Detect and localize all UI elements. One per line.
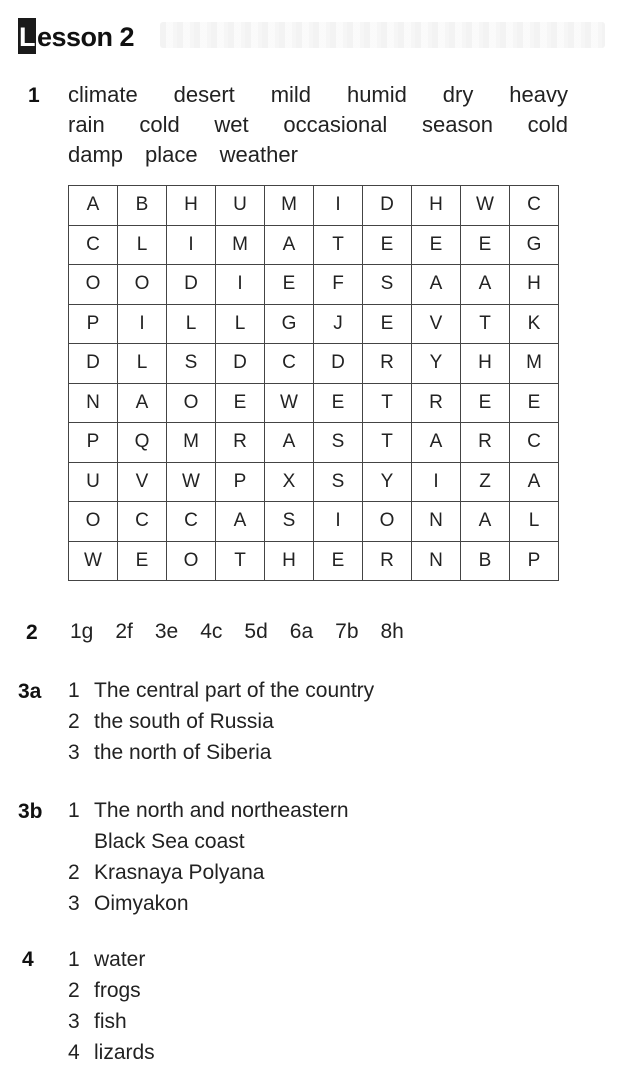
grid-row (69, 265, 559, 305)
grid-cell: L (118, 225, 167, 265)
list-item (68, 675, 374, 706)
grid-row (69, 344, 559, 384)
grid-cell: J (314, 304, 363, 344)
word: damp (68, 142, 124, 167)
grid-cell: N (69, 383, 118, 423)
grid-cell: A (118, 383, 167, 423)
grid-cell: T (314, 225, 363, 265)
grid-row (69, 462, 559, 502)
list-item (68, 975, 155, 1006)
grid-cell: E (314, 383, 363, 423)
grid-cell: N (412, 502, 461, 542)
task3a-list (68, 675, 374, 768)
grid-cell: F (314, 265, 363, 305)
grid-cell: I (118, 304, 167, 344)
item-text: Black Sea coast (94, 830, 245, 853)
list-item (68, 857, 349, 888)
word: rain (68, 112, 105, 137)
grid-cell: O (363, 502, 412, 542)
answer: 5d (244, 620, 268, 643)
grid-cell: U (216, 186, 265, 226)
item-text: water (94, 948, 146, 971)
grid-cell: P (69, 423, 118, 463)
list-item (68, 1006, 155, 1037)
grid-cell: O (69, 265, 118, 305)
lesson-title-initial: L (18, 18, 36, 54)
word: season (422, 112, 493, 137)
grid-cell: C (167, 502, 216, 542)
grid-cell: S (167, 344, 216, 384)
grid-cell: O (167, 541, 216, 581)
grid-cell: R (461, 423, 510, 463)
grid-row (69, 383, 559, 423)
item-text: The central part of the country (94, 679, 375, 702)
item-text: the south of Russia (94, 710, 274, 733)
grid-cell: I (314, 186, 363, 226)
grid-cell: R (412, 383, 461, 423)
item-number: 1 (68, 799, 80, 822)
grid-cell: H (510, 265, 559, 305)
grid-row (69, 225, 559, 265)
lesson-title (18, 18, 134, 56)
item-text: fish (94, 1010, 127, 1033)
grid-cell: C (510, 186, 559, 226)
grid-cell: H (412, 186, 461, 226)
list-item (68, 795, 349, 826)
grid-cell: L (510, 502, 559, 542)
grid-cell: A (461, 502, 510, 542)
grid-cell: W (265, 383, 314, 423)
task3b-number: 3b (18, 800, 43, 823)
grid-cell: O (69, 502, 118, 542)
item-text: lizards (94, 1041, 155, 1064)
item-number: 2 (68, 710, 80, 733)
grid-cell: W (167, 462, 216, 502)
item-number: 2 (68, 979, 80, 1002)
grid-cell: B (461, 541, 510, 581)
grid-cell: H (461, 344, 510, 384)
grid-cell: A (412, 265, 461, 305)
answer: 4c (200, 620, 223, 643)
item-number: 4 (68, 1041, 80, 1064)
lesson-title-text: esson 2 (37, 22, 135, 52)
grid-cell: A (461, 265, 510, 305)
list-item (68, 706, 374, 737)
grid-cell: D (363, 186, 412, 226)
task3b-list (68, 795, 349, 919)
grid-cell: T (461, 304, 510, 344)
grid-cell: A (412, 423, 461, 463)
grid-cell: W (69, 541, 118, 581)
grid-cell: C (265, 344, 314, 384)
grid-cell: M (265, 186, 314, 226)
word: heavy (509, 82, 568, 107)
list-item (68, 944, 155, 975)
grid-cell: U (69, 462, 118, 502)
grid-cell: S (314, 423, 363, 463)
grid-cell: E (216, 383, 265, 423)
list-item (68, 888, 349, 919)
grid-row (69, 304, 559, 344)
grid-cell: L (118, 344, 167, 384)
grid-cell: R (363, 541, 412, 581)
grid-cell: S (363, 265, 412, 305)
answer: 6a (289, 620, 314, 643)
grid-cell: D (216, 344, 265, 384)
grid-cell: C (69, 225, 118, 265)
word: mild (270, 82, 312, 107)
answer: 1g (70, 620, 94, 643)
grid-cell: E (314, 541, 363, 581)
grid-cell: V (118, 462, 167, 502)
list-item (68, 1037, 155, 1068)
grid-cell: E (412, 225, 461, 265)
word: wet (214, 112, 249, 137)
word: place (145, 142, 198, 167)
word: weather (219, 142, 298, 167)
grid-cell: O (118, 265, 167, 305)
word-row (68, 80, 568, 110)
grid-cell: K (510, 304, 559, 344)
task3a-number: 3a (18, 680, 42, 703)
grid-cell: A (265, 423, 314, 463)
grid-cell: A (69, 186, 118, 226)
grid-cell: T (363, 423, 412, 463)
word-row (68, 140, 568, 170)
grid-row (69, 423, 559, 463)
word: cold (527, 112, 568, 137)
task2-number: 2 (26, 621, 38, 644)
item-text: Krasnaya Polyana (94, 861, 265, 884)
grid-cell: S (314, 462, 363, 502)
word-search-grid (68, 185, 559, 581)
grid-cell: A (510, 462, 559, 502)
grid-cell: H (167, 186, 216, 226)
grid-cell: P (69, 304, 118, 344)
grid-cell: E (510, 383, 559, 423)
grid-cell: B (118, 186, 167, 226)
grid-cell: V (412, 304, 461, 344)
grid-cell: M (216, 225, 265, 265)
grid-cell: E (363, 304, 412, 344)
task1-number: 1 (28, 84, 40, 107)
grid-cell: R (363, 344, 412, 384)
grid-cell: Z (461, 462, 510, 502)
grid-cell: T (216, 541, 265, 581)
grid-cell: I (216, 265, 265, 305)
grid-cell: P (216, 462, 265, 502)
grid-cell: W (461, 186, 510, 226)
grid-cell: D (314, 344, 363, 384)
word: dry (442, 82, 474, 107)
grid-cell: S (265, 502, 314, 542)
word: cold (139, 112, 180, 137)
grid-cell: Y (412, 344, 461, 384)
task4-number: 4 (22, 948, 34, 971)
task2-answers (70, 620, 404, 644)
item-text: The north and northeastern (94, 799, 349, 822)
grid-cell: G (510, 225, 559, 265)
grid-cell: E (363, 225, 412, 265)
word: occasional (283, 112, 388, 137)
answer: 8h (380, 620, 404, 643)
list-item (68, 737, 374, 768)
item-text: Oimyakon (94, 892, 189, 915)
item-number: 3 (68, 1010, 80, 1033)
task4-list (68, 944, 155, 1068)
word: desert (173, 82, 235, 107)
list-item-continuation (68, 826, 349, 857)
grid-cell: I (412, 462, 461, 502)
grid-cell: P (510, 541, 559, 581)
grid-cell: I (167, 225, 216, 265)
item-text: frogs (94, 979, 141, 1002)
item-text: the north of Siberia (94, 741, 272, 764)
item-number: 3 (68, 892, 80, 915)
grid-cell: L (216, 304, 265, 344)
grid-row (69, 186, 559, 226)
grid-cell: M (510, 344, 559, 384)
task1-word-list (68, 80, 568, 170)
grid-cell: O (167, 383, 216, 423)
item-number: 3 (68, 741, 80, 764)
answer: 3e (154, 620, 179, 643)
item-number: 1 (68, 948, 80, 971)
grid-cell: I (314, 502, 363, 542)
grid-cell: L (167, 304, 216, 344)
grid-cell: R (216, 423, 265, 463)
grid-cell: C (510, 423, 559, 463)
grid-cell: M (167, 423, 216, 463)
grid-cell: A (216, 502, 265, 542)
grid-cell: Q (118, 423, 167, 463)
grid-cell: E (461, 225, 510, 265)
grid-cell: A (265, 225, 314, 265)
item-number: 2 (68, 861, 80, 884)
grid-cell: G (265, 304, 314, 344)
grid-cell: C (118, 502, 167, 542)
word: climate (68, 82, 138, 107)
grid-cell: E (118, 541, 167, 581)
grid-row (69, 541, 559, 581)
word-row (68, 110, 568, 140)
grid-cell: N (412, 541, 461, 581)
grid-row (69, 502, 559, 542)
grid-cell: T (363, 383, 412, 423)
faded-header-banner (160, 22, 605, 48)
grid-cell: E (265, 265, 314, 305)
word: humid (346, 82, 407, 107)
grid-cell: E (461, 383, 510, 423)
grid-cell: D (69, 344, 118, 384)
grid-cell: H (265, 541, 314, 581)
answer: 2f (115, 620, 133, 643)
answer: 7b (335, 620, 359, 643)
grid-cell: X (265, 462, 314, 502)
item-number: 1 (68, 679, 80, 702)
grid-cell: Y (363, 462, 412, 502)
grid-cell: D (167, 265, 216, 305)
